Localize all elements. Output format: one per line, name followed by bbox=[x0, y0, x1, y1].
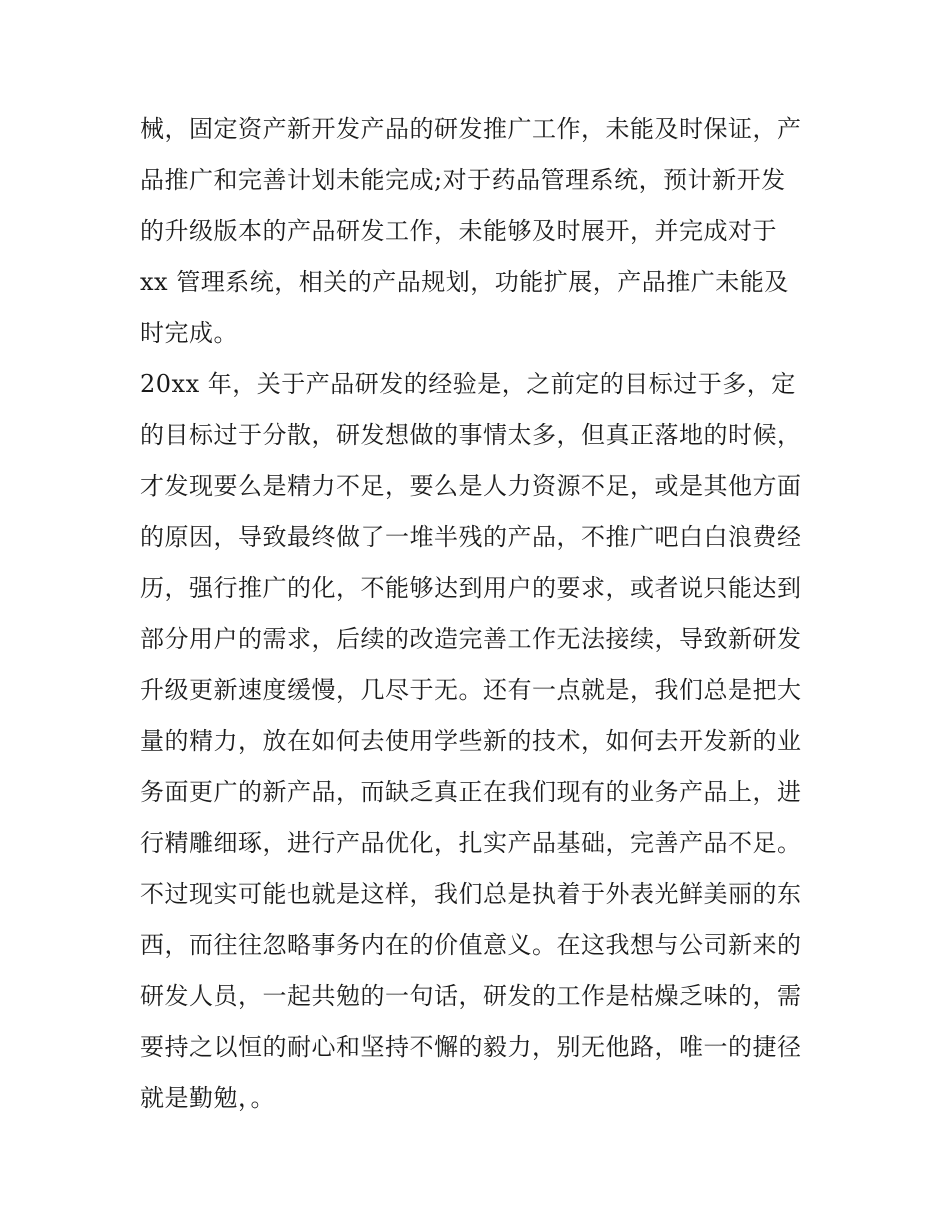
text-line: 的原因，导致最终做了一堆半残的产品，不推广吧白白浪费经 bbox=[140, 523, 802, 551]
text-line: 部分用户的需求，后续的改造完善工作无法接续，导致新研发 bbox=[140, 625, 802, 653]
text-line: 时完成。 bbox=[140, 319, 238, 347]
text-line: 的升级版本的产品研发工作，未能够及时展开，并完成对于 bbox=[140, 217, 777, 245]
text-line: 升级更新速度缓慢，几尽于无。还有一点就是，我们总是把大 bbox=[140, 676, 802, 704]
text-line: 的目标过于分散，研发想做的事情太多，但真正落地的时候， bbox=[140, 421, 802, 449]
body-text bbox=[140, 104, 830, 1124]
text-line: 量的精力，放在如何去使用学些新的技术，如何去开发新的业 bbox=[140, 727, 802, 755]
text-line: 不过现实可能也就是这样，我们总是执着于外表光鲜美丽的东 bbox=[140, 880, 802, 908]
text-line: 要持之以恒的耐心和坚持不懈的毅力，别无他路，唯一的捷径 bbox=[140, 1033, 802, 1061]
text-line: 品推广和完善计划未能完成;对于药品管理系统，预计新开发 bbox=[140, 166, 786, 194]
text-line: xx 管理系统，相关的产品规划，功能扩展，产品推广未能及 bbox=[140, 268, 789, 296]
text-line: 务面更广的新产品，而缺乏真正在我们现有的业务产品上，进 bbox=[140, 778, 802, 806]
text-line: 就是勤勉，。 bbox=[140, 1084, 275, 1112]
text-line: 20xx 年，关于产品研发的经验是，之前定的目标过于多，定 bbox=[140, 370, 796, 398]
text-line: 行精雕细琢，进行产品优化，扎实产品基础，完善产品不足。 bbox=[140, 829, 802, 857]
text-line: 械，固定资产新开发产品的研发推广工作，未能及时保证，产 bbox=[140, 115, 802, 143]
text-line: 历，强行推广的化，不能够达到用户的要求，或者说只能达到 bbox=[140, 574, 802, 602]
text-line: 研发人员，一起共勉的一句话，研发的工作是枯燥乏味的，需 bbox=[140, 982, 802, 1010]
text-line: 才发现要么是精力不足，要么是人力资源不足，或是其他方面 bbox=[140, 472, 802, 500]
text-line: 西，而往往忽略事务内在的价值意义。在这我想与公司新来的 bbox=[140, 931, 802, 959]
